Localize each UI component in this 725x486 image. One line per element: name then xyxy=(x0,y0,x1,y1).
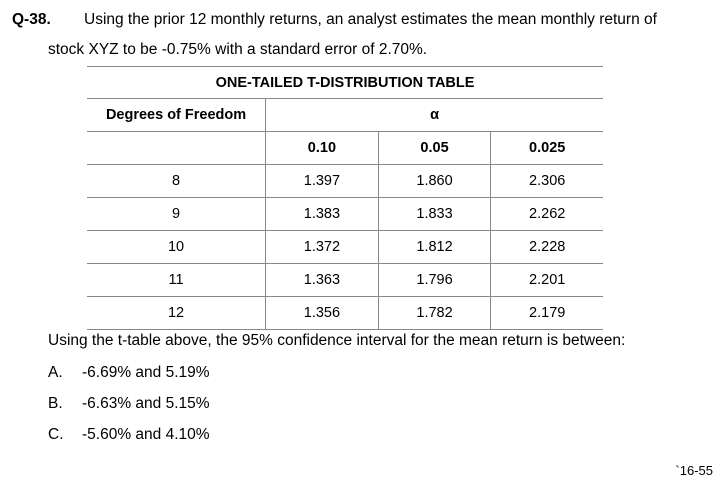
option-letter: A. xyxy=(48,364,63,381)
question-number: Q-38. xyxy=(12,11,51,28)
question-line-1 xyxy=(12,9,712,31)
answer-option-a[interactable] xyxy=(48,362,210,384)
t-value-cell: 1.397 xyxy=(266,165,379,198)
t-value-cell: 1.782 xyxy=(378,297,491,330)
t-value-cell: 1.372 xyxy=(266,231,379,264)
option-text: -5.60% and 4.10% xyxy=(82,426,210,443)
t-value-cell: 2.306 xyxy=(529,173,566,189)
t-value-cell: 2.179 xyxy=(529,305,566,321)
table-title: ONE-TAILED T-DISTRIBUTION TABLE xyxy=(87,67,603,99)
page-reference: `16-55 xyxy=(675,463,713,478)
t-value-cell: 2.228 xyxy=(529,239,566,255)
df-header: Degrees of Freedom xyxy=(87,99,266,132)
t-value-cell: 2.201 xyxy=(529,272,566,288)
t-value-cell: 1.356 xyxy=(266,297,379,330)
question-text-line-2: stock XYZ to be -0.75% with a standard error of 2.70%. xyxy=(48,41,428,58)
alpha-header: α xyxy=(430,107,440,123)
t-value-cell: 1.833 xyxy=(378,198,491,231)
t-value-cell: 1.860 xyxy=(378,165,491,198)
question-prompt: Using the t-table above, the 95% confidence interval for the mean return is between: xyxy=(48,332,626,349)
table-row xyxy=(87,264,603,297)
answer-option-b[interactable] xyxy=(48,393,210,415)
t-value-cell: 1.812 xyxy=(378,231,491,264)
alpha-value: 0.025 xyxy=(529,140,566,156)
t-value-cell: 1.796 xyxy=(378,264,491,297)
question-text-line-1: Using the prior 12 monthly returns, an analyst estimates the mean monthly return of xyxy=(84,11,657,28)
table-row xyxy=(87,231,603,264)
option-letter: C. xyxy=(48,426,64,443)
t-value-cell: 1.363 xyxy=(266,264,379,297)
alpha-value: 0.10 xyxy=(266,132,379,165)
t-value-cell: 2.262 xyxy=(529,206,566,222)
df-cell: 11 xyxy=(87,264,266,297)
option-text: -6.69% and 5.19% xyxy=(82,364,210,381)
t-distribution-table xyxy=(87,66,603,330)
df-cell: 12 xyxy=(87,297,266,330)
answer-option-c[interactable] xyxy=(48,424,210,446)
df-cell: 9 xyxy=(87,198,266,231)
df-cell: 8 xyxy=(87,165,266,198)
df-header-blank xyxy=(87,132,266,165)
t-value-cell: 1.383 xyxy=(266,198,379,231)
df-cell: 10 xyxy=(87,231,266,264)
table-row xyxy=(87,165,603,198)
option-text: -6.63% and 5.15% xyxy=(82,395,210,412)
table-row xyxy=(87,198,603,231)
alpha-value: 0.05 xyxy=(378,132,491,165)
option-letter: B. xyxy=(48,395,63,412)
table-row xyxy=(87,297,603,330)
